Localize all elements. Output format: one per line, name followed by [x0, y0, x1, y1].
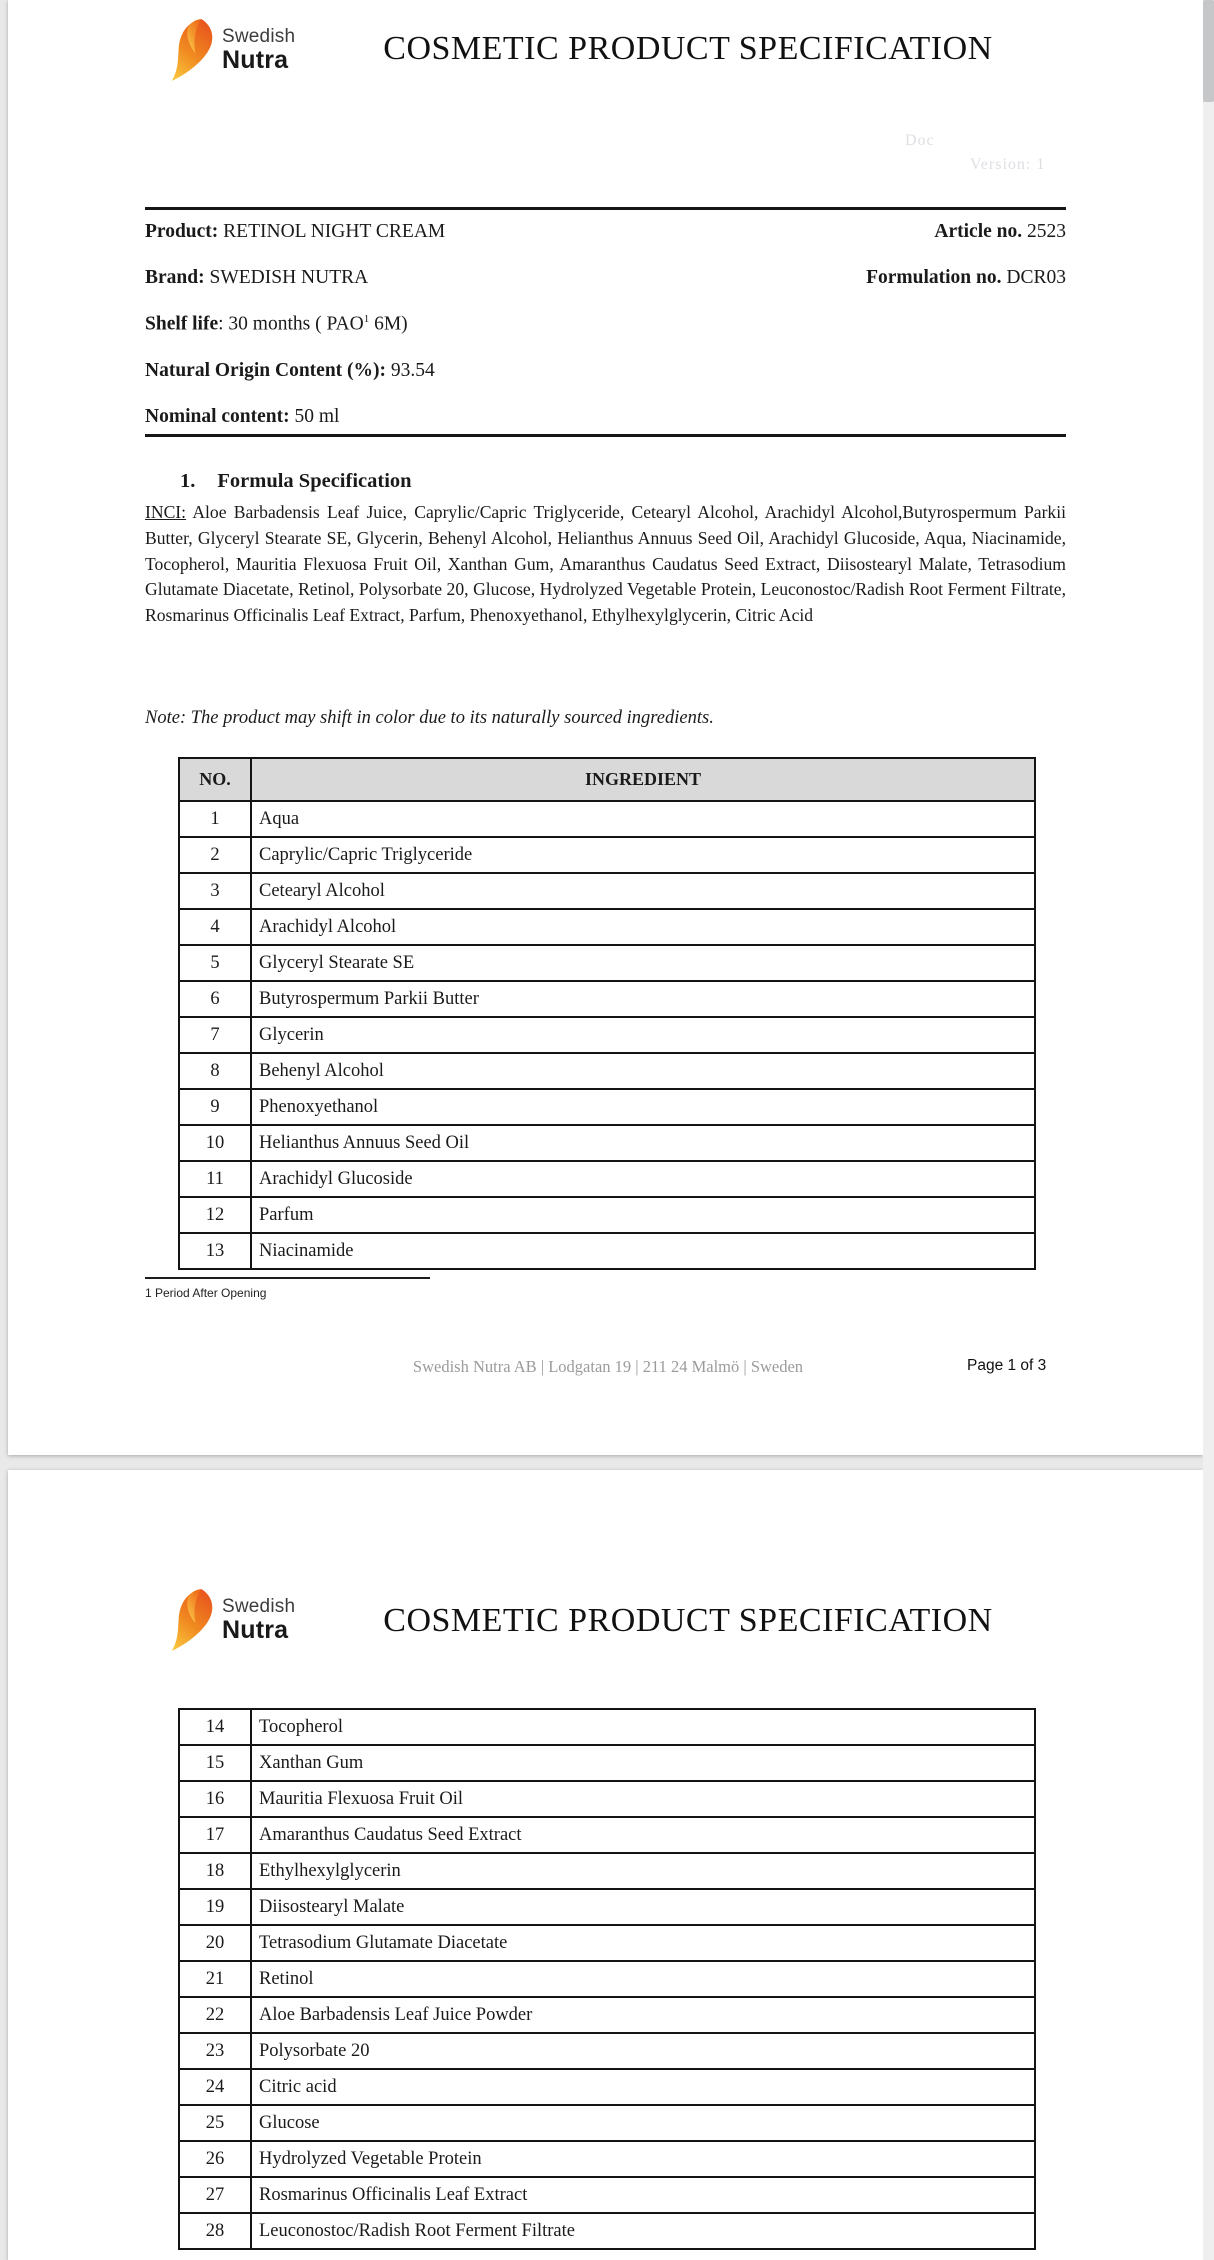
swedish-nutra-logo-page2: [168, 1588, 295, 1652]
document-page-1: [8, 0, 1203, 1455]
ingredient-row: [179, 909, 1035, 945]
ingredient-number: 16: [179, 1781, 251, 1817]
ingredient-number: 20: [179, 1925, 251, 1961]
faint-stamp-version: Version: 1: [970, 156, 1046, 173]
ingredient-number: 6: [179, 981, 251, 1017]
ingredient-number: 12: [179, 1197, 251, 1233]
inci-text: Aloe Barbadensis Leaf Juice, Caprylic/Capric Triglyceride, Cetearyl Alcohol, Arachidyl Alcohol,Butyrospermum Parkii Butter, Glyceryl Stearate SE, Glycerin, Behenyl Alcohol, Helianthus Annuus Seed Oil, Arachidyl Glucoside, Aqua, Niacinamide, Tocopherol, Mauritia Flexuosa Fruit Oil, Xanthan Gum, Amaranthus Caudatus Seed Extract, Diisostearyl Malate, Tetrasodium Glutamate Diacetate, Retinol, Polysorbate 20, Glucose, Hydrolyzed Vegetable Protein, Leuconostoc/Radish Root Ferment Filtrate, Rosmarinus Officinalis Leaf Extract, Parfum, Phenoxyethanol, Ethylhexylglycerin, Citric Acid: [145, 502, 1066, 626]
product-value: RETINOL NIGHT CREAM: [218, 221, 446, 242]
shelf-life-row: [145, 313, 1066, 336]
document-title: COSMETIC PRODUCT SPECIFICATION: [383, 30, 993, 67]
brand-label: Brand:: [145, 267, 205, 288]
natural-origin-row: [145, 360, 1066, 382]
ingredient-number: 7: [179, 1017, 251, 1053]
ingredient-name: Cetearyl Alcohol: [251, 873, 1035, 909]
faint-stamp-doc: Doc: [905, 132, 935, 149]
ingredient-name: Polysorbate 20: [251, 2033, 1035, 2069]
ingredient-number: 28: [179, 2213, 251, 2249]
ingredient-name: Phenoxyethanol: [251, 1089, 1035, 1125]
ingredient-name: Amaranthus Caudatus Seed Extract: [251, 1817, 1035, 1853]
ingredient-name: Rosmarinus Officinalis Leaf Extract: [251, 2177, 1035, 2213]
logo-wordmark: [222, 1597, 295, 1643]
nominal-content-row: [145, 406, 1066, 428]
ingredient-row: [179, 1089, 1035, 1125]
logo-word-nutra: Nutra: [222, 46, 289, 74]
ingredient-name: Tetrasodium Glutamate Diacetate: [251, 1925, 1035, 1961]
article-label: Article no.: [934, 221, 1023, 242]
ingredient-number: 10: [179, 1125, 251, 1161]
ingredient-row: [179, 1781, 1035, 1817]
viewer-scrollbar-track[interactable]: [1203, 0, 1214, 2260]
ingredient-name: Niacinamide: [251, 1233, 1035, 1269]
logo-word-swedish: Swedish: [222, 26, 296, 47]
ingredient-row: [179, 1197, 1035, 1233]
ingredient-row: [179, 837, 1035, 873]
ingredient-number: 17: [179, 1817, 251, 1853]
ingredient-row: [179, 1745, 1035, 1781]
ingredient-row: [179, 1233, 1035, 1269]
ingredient-name: Xanthan Gum: [251, 1745, 1035, 1781]
color-shift-note: Note: The product may shift in color due to its naturally sourced ingredients.: [145, 708, 714, 728]
ingredient-name: Glycerin: [251, 1017, 1035, 1053]
ingredient-name: Aloe Barbadensis Leaf Juice Powder: [251, 1997, 1035, 2033]
page1-header: [8, 0, 1203, 173]
ingredient-row: [179, 1925, 1035, 1961]
brand-value: SWEDISH NUTRA: [204, 267, 369, 288]
ingredient-row: [179, 2177, 1035, 2213]
document-title-page2: COSMETIC PRODUCT SPECIFICATION: [383, 1602, 993, 1639]
ingredient-number: 26: [179, 2141, 251, 2177]
ingredient-row: [179, 1125, 1035, 1161]
shelf-life-value-pre: : 30 months ( PAO: [218, 313, 364, 335]
ingredient-row: [179, 801, 1035, 837]
article-value: 2523: [1022, 221, 1066, 242]
ingredient-name: Diisostearyl Malate: [251, 1889, 1035, 1925]
ingredient-row: [179, 873, 1035, 909]
formulation-label: Formulation no.: [866, 267, 1002, 288]
ingredient-row: [179, 1961, 1035, 1997]
ingredient-number: 15: [179, 1745, 251, 1781]
ingredient-number: 25: [179, 2105, 251, 2141]
product-row: [145, 221, 1066, 243]
ingredient-name: Leuconostoc/Radish Root Ferment Filtrate: [251, 2213, 1035, 2249]
natural-origin-value: 93.54: [386, 360, 435, 381]
ingredient-number: 14: [179, 1709, 251, 1745]
ingredient-number: 23: [179, 2033, 251, 2069]
ingredient-number: 18: [179, 1853, 251, 1889]
ingredient-number: 27: [179, 2177, 251, 2213]
ingredient-table-page2: [178, 1708, 1036, 2250]
ingredient-number: 19: [179, 1889, 251, 1925]
logo-wordmark: [222, 27, 295, 73]
ingredient-name: Helianthus Annuus Seed Oil: [251, 1125, 1035, 1161]
pao-footnote-marker: 1: [363, 313, 370, 325]
ingredient-name: Tocopherol: [251, 1709, 1035, 1745]
no-column-header: NO.: [179, 758, 251, 801]
ingredient-number: 2: [179, 837, 251, 873]
ingredient-number: 5: [179, 945, 251, 981]
ingredient-name: Ethylhexylglycerin: [251, 1853, 1035, 1889]
ingredient-name: Parfum: [251, 1197, 1035, 1233]
inci-paragraph: [145, 500, 1066, 629]
shelf-life-value-post: 6M): [369, 313, 408, 335]
ingredient-column-header: INGREDIENT: [251, 758, 1035, 801]
brand-row: [145, 267, 1066, 289]
ingredient-number: 8: [179, 1053, 251, 1089]
logo-word-swedish: Swedish: [222, 1596, 296, 1617]
ingredient-number: 3: [179, 873, 251, 909]
ingredient-number: 13: [179, 1233, 251, 1269]
flame-logo-icon: [168, 18, 216, 82]
ingredient-row: [179, 2033, 1035, 2069]
ingredient-number: 24: [179, 2069, 251, 2105]
ingredient-name: Caprylic/Capric Triglyceride: [251, 837, 1035, 873]
ingredient-name: Glyceryl Stearate SE: [251, 945, 1035, 981]
ingredient-number: 4: [179, 909, 251, 945]
ingredient-name: Citric acid: [251, 2069, 1035, 2105]
swedish-nutra-logo: [168, 18, 295, 82]
logo-word-nutra: Nutra: [222, 1616, 289, 1644]
ingredient-row: [179, 2213, 1035, 2249]
ingredient-row: [179, 1161, 1035, 1197]
ingredient-name: Aqua: [251, 801, 1035, 837]
flame-logo-icon: [168, 1588, 216, 1652]
heading-text: Formula Specification: [217, 470, 412, 492]
heading-number: 1.: [180, 470, 196, 492]
document-page-2: [8, 1470, 1203, 2260]
ingredient-number: 1: [179, 801, 251, 837]
formulation-value: DCR03: [1001, 267, 1066, 288]
ingredient-row: [179, 2105, 1035, 2141]
ingredient-row: [179, 1889, 1035, 1925]
ingredient-row: [179, 2141, 1035, 2177]
ingredient-number: 11: [179, 1161, 251, 1197]
ingredient-row: [179, 1997, 1035, 2033]
ingredient-name: Arachidyl Alcohol: [251, 909, 1035, 945]
page-number: Page 1 of 3: [967, 1357, 1047, 1374]
footnote-rule: [145, 1277, 430, 1279]
ingredient-number: 22: [179, 1997, 251, 2033]
ingredient-row: [179, 1053, 1035, 1089]
ingredient-name: Retinol: [251, 1961, 1035, 1997]
ingredient-name: Hydrolyzed Vegetable Protein: [251, 2141, 1035, 2177]
info-top-rule: [145, 207, 1066, 210]
nominal-content-label: Nominal content:: [145, 406, 290, 427]
ingredient-row: [179, 1709, 1035, 1745]
info-bottom-rule: [145, 434, 1066, 437]
nominal-content-value: 50 ml: [289, 406, 340, 427]
ingredient-name: Mauritia Flexuosa Fruit Oil: [251, 1781, 1035, 1817]
ingredient-row: [179, 1817, 1035, 1853]
shelf-life-label: Shelf life: [145, 313, 219, 335]
inci-label: INCI:: [145, 502, 187, 522]
natural-origin-label: Natural Origin Content (%):: [145, 360, 387, 381]
company-address: Swedish Nutra AB | Lodgatan 19 | 211 24 Malmö | Sweden: [412, 1357, 804, 1376]
ingredient-row: [179, 945, 1035, 981]
ingredient-name: Behenyl Alcohol: [251, 1053, 1035, 1089]
ingredient-number: 9: [179, 1089, 251, 1125]
ingredient-row: [179, 1853, 1035, 1889]
ingredient-name: Butyrospermum Parkii Butter: [251, 981, 1035, 1017]
ingredient-row: [179, 1017, 1035, 1053]
ingredient-table-page1: [178, 757, 1036, 1270]
ingredient-table-header-row: [179, 758, 1035, 801]
ingredient-row: [179, 2069, 1035, 2105]
pao-footnote: 1 Period After Opening: [145, 1286, 267, 1300]
ingredient-row: [179, 981, 1035, 1017]
product-label: Product:: [145, 221, 219, 242]
ingredient-name: Arachidyl Glucoside: [251, 1161, 1035, 1197]
ingredient-name: Glucose: [251, 2105, 1035, 2141]
ingredient-number: 21: [179, 1961, 251, 1997]
formula-specification-heading: [180, 470, 412, 493]
viewer-scrollbar-thumb[interactable]: [1203, 0, 1214, 102]
